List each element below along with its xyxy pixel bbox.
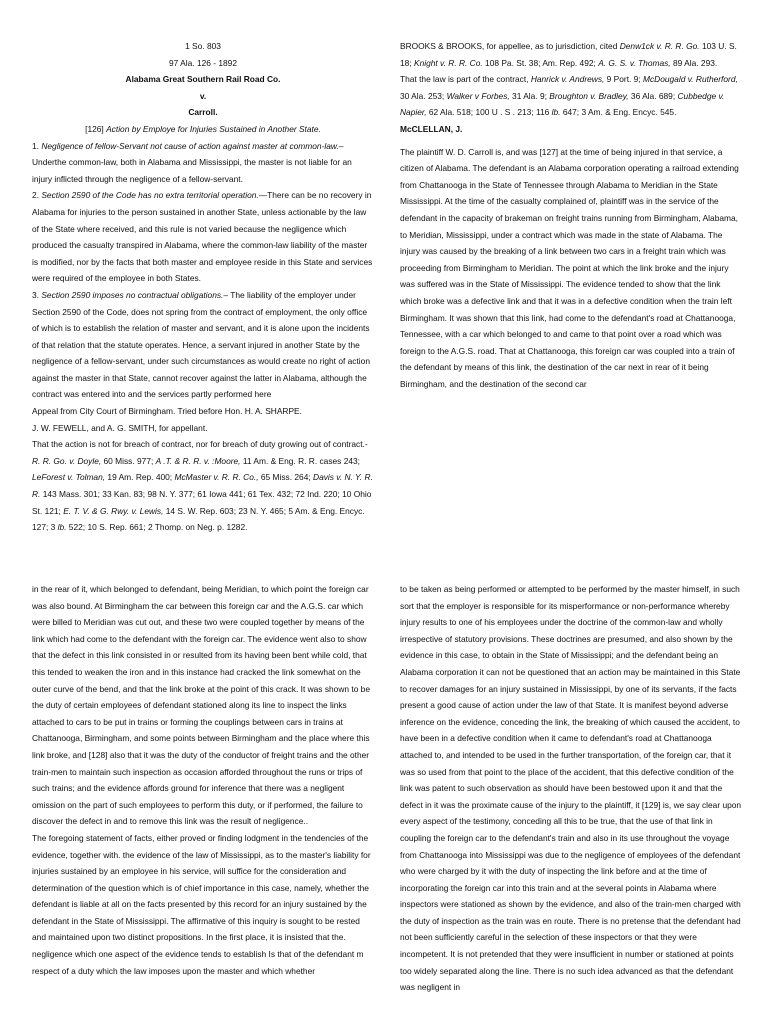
cite-text: 9 Port. 9;: [604, 74, 643, 85]
case-cite: lb.: [551, 107, 561, 118]
case-cite: Denw1ck v. R. R. Go.: [619, 41, 700, 51]
action-title: Action by Employe for Injuries Sustained in Another State.: [106, 123, 321, 134]
headnote-3-num: 3.: [32, 289, 39, 300]
case-cite: Davis v. N. Y. R. R.: [32, 472, 373, 500]
reporter-citation: 97 Ala. 126 - 1892: [169, 57, 237, 68]
cite-text: 60 Miss. 977;: [101, 455, 156, 466]
case-defendant: Carroll.: [188, 107, 218, 118]
headnote-2-num: 2.: [32, 190, 39, 201]
cite-text: 31 Ala. 9;: [509, 90, 550, 101]
case-versus: v.: [199, 90, 207, 101]
cite-text: 103 U. S. 18;: [400, 41, 737, 68]
cite-text: 522; 10 S. Rep. 661; 2 Thomp. on Neg. p. 1282.: [66, 522, 248, 533]
page-ref: [126]: [85, 123, 104, 134]
case-cite: Cubbedge v. Napier,: [400, 90, 725, 118]
judge-name: McCLELLAN, J.: [400, 123, 463, 134]
case-cite: Broughton v. Bradley,: [549, 90, 629, 101]
cite-text: 19 Am. Rep. 400;: [105, 472, 175, 483]
cite-text: 14 S. W. Rep. 603; 23 N. Y. 465; 5 Am. & Eng. Encyc. 127; 3: [32, 505, 365, 533]
headnote-3-text: – The liability of the employer under Section 2590 of the Code, does not spring from the contract of employment, the only office of which is to establish the relation of master and servant, and it is alone upon the incidents of that relation that the statute operates. Hence, a servant injured in another State by the negligence of a fellow-servant, under such circumstances as would create no right of action against the master in that State, cannot recover against the latter in Alabama, although the contract was entered into and the services partly performed here: [32, 289, 370, 400]
cite-text: 11 Am. & Eng. R. R. cases 243;: [240, 455, 360, 466]
argument-intro: That the action is not for breach of contract, nor for breach of duty growing out of contract.-: [32, 439, 368, 450]
case-cite: McDougald v. Rutherford,: [643, 74, 738, 85]
case-cite: R. R. Go. v. Doyle,: [32, 455, 102, 466]
column-top-right: [400, 38, 742, 392]
cite-text: 62 Ala. 518; 100 U . S . 213; 116: [426, 107, 552, 118]
cite-text: 647; 3 Am. & Eng. Encyc. 545.: [560, 107, 677, 118]
column-bottom-left: [32, 581, 374, 979]
opinion-paragraph-2-continued: to be taken as being performed or attempted to be performed by the master himself, in such sort that the employer is responsible for its misperformance or non-performance whereby injury results to one of his employees under the doctrine of the common-law and wholly irrespective of statutory provisions. These doctrines are presumed, and also shown by the evidence in this case, to obtain in the State of Mississippi; and the defendant being an Alabama corporation it can not be questioned that an action may be maintained in this State to recover damages for an injury sustained in Mississippi, by one of its servants, if the facts present a good cause of action under the law of that State. It is manifest beyond adverse inference on the evidence, conceding the link, the breaking of which caused the accident, to have been in a defective condition when it came to defendant's road at Chattanooga attached to, and intended to be used in the further transportation, of the foreign car, that it was so used from that point to the place of the accident, that this defective condition of the link was patent to such observation as should have been bestowed upon it and that the defect in it was the proximate cause of the injury to the plaintiff, it [129] is, we say clear upon every aspect of the testimony, conceding all this to be true, that the use of that link in coupling the foreign car to the defendant's train and also in its use throughout the voyage from Chattanooga into Mississippi was due to the negligence of employees of the defendant who were charged by it with the duty of inspecting the link before and at the time of incorporating the foreign car into this train and at the several points in Alabama where inspectors were stationed as shown by the evidence, and also of the train-men charged with the duty of inspection as the train was en route. There is no pretense that the defendant had not been sufficiently careful in the selection of these inspectors or that they were incompetent. It is not pretended that they were insufficient in number or stationed at points too widely separated along the line. There is no such idea advanced as that the defendant was negligent in: [400, 584, 742, 993]
case-cite: Walker v Forbes,: [446, 90, 510, 101]
case-cite: E. T. V. & G. Rwy. v. Lewis,: [63, 505, 164, 516]
headnote-1: [32, 138, 374, 188]
appellee-argument: [400, 38, 742, 71]
case-cite: A. G. S. v. Thomas,: [598, 57, 671, 68]
contract-argument: [400, 71, 742, 121]
column-bottom-right: [400, 581, 742, 996]
headnote-2-title: Section 2590 of the Code has no extra territorial operation.: [41, 190, 259, 201]
column-top-left: [32, 38, 374, 536]
citation: 1 So. 803: [185, 41, 221, 51]
opinion-paragraph-2: The foregoing statement of facts, either proved or finding lodgment in the tendencies of the evidence, together with. the evidence of the law of Mississippi, as to the master's liability for injuries sustained by an employee in his service, will suffice for the consideration and determination of the question which is of chief importance in this case, namely, whether the defendant is liable at all on the facts presented by this record for an injury sustained by the defendant in the State of Mississippi. The affirmative of this inquiry is sought to be rested and maintained upon two distinct propositions. In the first place, it is insisted that the. negligence which one aspect of the evidence tends to establish Is that of the defendant m respect of a duty which the law imposes upon the master and which whether: [32, 832, 371, 976]
headnote-3: [32, 287, 374, 403]
cite-text: 36 Ala. 689;: [628, 90, 678, 101]
case-plaintiff: Alabama Great Southern Rail Road Co.: [125, 74, 281, 85]
case-cite: Hanrick v. Andrews,: [530, 74, 605, 85]
headnote-3-title: Section 2590 imposes no contractual obligations.: [41, 289, 224, 300]
case-cite: lb.: [57, 522, 67, 533]
cite-text: 89 Ala. 293.: [670, 57, 718, 68]
appellant-counsel: J. W. FEWELL, and A. G. SMITH, for appellant.: [32, 422, 208, 433]
opinion-paragraph-1-continued: in the rear of it, which belonged to defendant, being Meridian, to which point the foreign car was also bound. At Birmingham the car between this foreign car and the A.G.S. car which were billed to Meridian was cut out, and these two were coupled together by means of the link which had come to the defendant with the foreign car. The evidence went also to show that the defect in this link consisted in or resulted from its having been bent while cold, that this tended to weaken the iron and in this instance had cracked the link somewhat on the outer curve of the bend, and that the link broke at the point of this crack. It was shown to be the duty of certain employees of defendant stationed along its line to inspect the links attached to cars to be put in trains or forming the couplings between cars in trains at Chattanooga, Birmingham, and some points between Birmingham and the place where this link broke, and [128] also that it was the duty of the conductor of freight trains and the other train-men to maintain such inspection as occasion afforded throughout the runs or trips of such trains; and the evidence affords ground for inference that there was a negligent omission on the part of such employees to perform this duty, or if performed, the failure to discover the defect in and to remove this link was the result of negligence..: [32, 584, 370, 827]
opinion-paragraph-1: The plaintiff W. D. Carroll is, and was [127] at the time of being injured in that service, a citizen of Alabama. The defendant is an Alabama corporation operating a railroad extending from Chattanooga in the State of Tennessee through Alabama to Meridian in the State Mississippi. At the time of the casualty complained of, plaintiff was in the service of the defendant in the capacity of brakeman on freight trains running from Birmingham, Alabama, to Meridian, Mississippi, under a contract which was made in the state of Alabama. The injury was caused by the breaking of a link between two cars in a freight train which was proceeding from Birmingham to Meridian. The point at which the link broke and the injury was suffered was in the State of Mississippi. The evidence tended to show that the link which broke was a defective link and that it was in a defective condition when the train left Birmingham. It was shown that this link, had come to the defendant's road at Chattanooga, Tennessee, with a car which belonged to and came to that point over a road which was foreign to the A.G.S. road. That at Chattanooga, this foreign car was coupled into a train of the defendant by means of this link, the destination of the car next in rear of it being Birmingham, and the destination of the second car: [400, 146, 739, 389]
appeal-line: Appeal from City Court of Birmingham. Tried before Hon. H. A. SHARPE.: [32, 406, 302, 417]
headnote-2: [32, 187, 374, 287]
cite-text: 30 Ala. 253;: [400, 90, 447, 101]
appellant-argument: [32, 436, 374, 536]
argument-intro: BROOKS & BROOKS, for appellee, as to jurisdiction, cited: [400, 41, 620, 51]
case-cite: Knight v. R. R. Co.: [413, 57, 483, 68]
cite-text: 143 Mass. 301; 33 Kan. 83; 98 N. Y. 377; 61 Iowa 441; 61 Tex. 432; 72 Ind. 220; 10 Ohio St. 121;: [32, 489, 372, 516]
headnote-1-text: –Underthe common-law, both in Alabama and Mississippi, the master is not liable for an injury inflicted through the negligence of a fellow-servant.: [32, 140, 352, 184]
cite-text: 65 Miss. 264;: [258, 472, 314, 483]
headnote-1-title: Negligence of fellow-Servant not cause of action against master at common-law.: [41, 140, 339, 151]
action-heading: [32, 121, 374, 138]
argument-intro: That the law is part of the contract,: [400, 74, 531, 85]
cite-text: 108 Pa. St. 38; Am. Rep. 492;: [482, 57, 599, 68]
headnote-1-num: 1.: [32, 140, 39, 151]
case-cite: LeForest v. Tolman,: [32, 472, 106, 483]
case-cite: McMaster v. R. R. Co.,: [174, 472, 259, 483]
headnote-2-text: —There can be no recovery in Alabama for injuries to the person sustained in another State, unless actionable by the law of the State where received, and this rule is not varied because the negligence which produced the casualty transpired in Alabama, where the common-law liability of the master is modified, nor by the facts that both master and employee reside in this State and services were required of the employee in both States.: [32, 190, 373, 284]
case-cite: A .T. & R. R. v. :Moore,: [155, 455, 241, 466]
